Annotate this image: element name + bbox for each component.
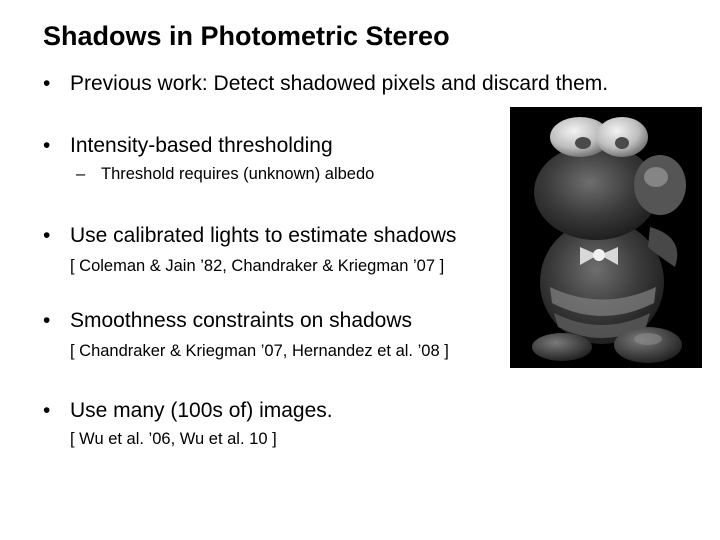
bullet-text: Use many (100s of) images. (70, 399, 333, 422)
bullet-dot: • (43, 399, 51, 422)
frog-figurine-photo (510, 107, 702, 368)
bullet-dot: • (43, 72, 51, 95)
bullet-previous-work (43, 71, 608, 97)
slide-title: Shadows in Photometric Stereo (43, 21, 450, 51)
bullet-many-images (43, 398, 333, 424)
bullet-smoothness (43, 308, 412, 334)
bullet-dot: • (43, 134, 51, 157)
bullet-calibrated-lights (43, 223, 456, 249)
citation-calibrated-lights: [ Coleman & Jain ’82, Chandraker & Kriegman ’07 ] (70, 257, 445, 275)
citation-smoothness: [ Chandraker & Kriegman ’07, Hernandez et al. ’08 ] (70, 342, 449, 360)
bullet-dot: • (43, 309, 51, 332)
bullet-text: Intensity-based thresholding (70, 134, 333, 157)
sub-bullet-dash: – (76, 165, 86, 183)
bullet-text: Use calibrated lights to estimate shadows (70, 224, 457, 247)
citation-many-images: [ Wu et al. ’06, Wu et al. 10 ] (70, 430, 277, 448)
bullet-text: Previous work: Detect shadowed pixels and discard them. (70, 72, 609, 95)
sub-bullet-text: Threshold requires (unknown) albedo (101, 165, 375, 183)
sub-bullet-albedo (76, 163, 374, 185)
bullet-text: Smoothness constraints on shadows (70, 309, 413, 332)
bullet-intensity-thresholding (43, 133, 333, 159)
frog-figurine-illustration (510, 107, 702, 368)
bullet-dot: • (43, 224, 51, 247)
